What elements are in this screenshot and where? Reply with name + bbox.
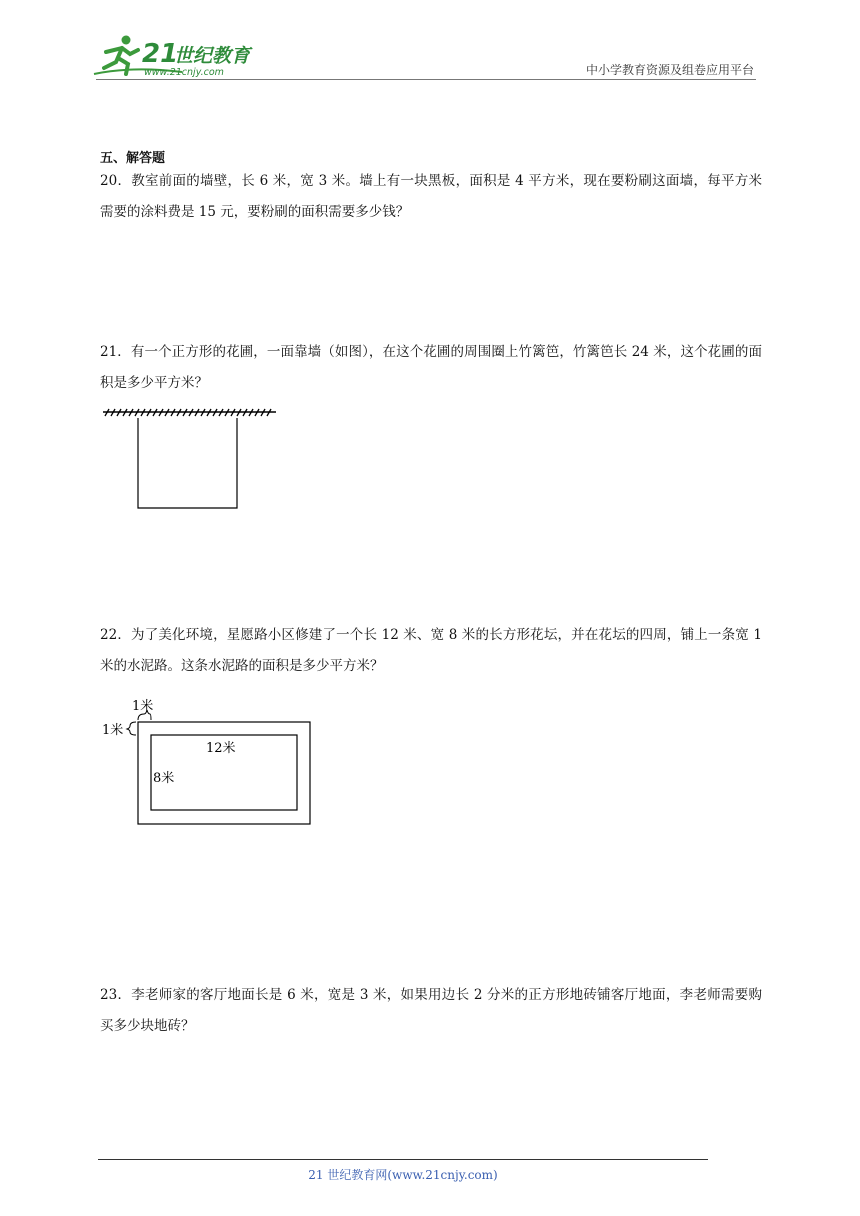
length-label: 12米 [206,741,236,756]
question-20: 20．教室前面的墙壁，长 6 米，宽 3 米。墙上有一块黑板，面积是 4 平方米，现在要粉刷这面墙，每平方米需要的涂料费是 15 元，要粉刷的面积需要多少钱？ [100,173,762,220]
figure-21-square-garden [100,404,280,514]
logo-text: 世纪教育 [174,45,251,67]
section-title: 五、解答题 [100,151,166,166]
platform-name: 中小学教育资源及组卷应用平台 [585,63,754,77]
logo-url: www.21cnjy.com [144,67,224,78]
logo-number: 21 [142,39,179,69]
wall-hatch [103,409,276,416]
top-width-label: 1米 [132,699,154,714]
left-brace [127,722,136,735]
garden-square [138,418,237,508]
header-divider [96,79,756,80]
site-logo [92,30,262,80]
question-21: 21．有一个正方形的花圃，一面靠墙（如图），在这个花圃的周围圈上竹篱笆，竹篱笆长 24 米，这个花圃的面积是多少平方米？ [100,344,762,391]
figure-22-flowerbed [100,692,320,832]
question-23: 23．李老师家的客厅地面长是 6 米，宽是 3 米，如果用边长 2 分米的正方形地砖铺客厅地面，李老师需要购买多少块地砖？ [100,987,762,1034]
left-width-label: 1米 [102,723,124,738]
width-label: 8米 [153,771,175,786]
footer-divider [98,1159,708,1160]
question-22: 22．为了美化环境，星愿路小区修建了一个长 12 米、宽 8 米的长方形花坛，并在花坛的四周，铺上一条宽 1 米的水泥路。这条水泥路的面积是多少平方米？ [100,627,762,674]
footer-text: 21 世纪教育网(www.21cnjy.com) [308,1168,498,1182]
